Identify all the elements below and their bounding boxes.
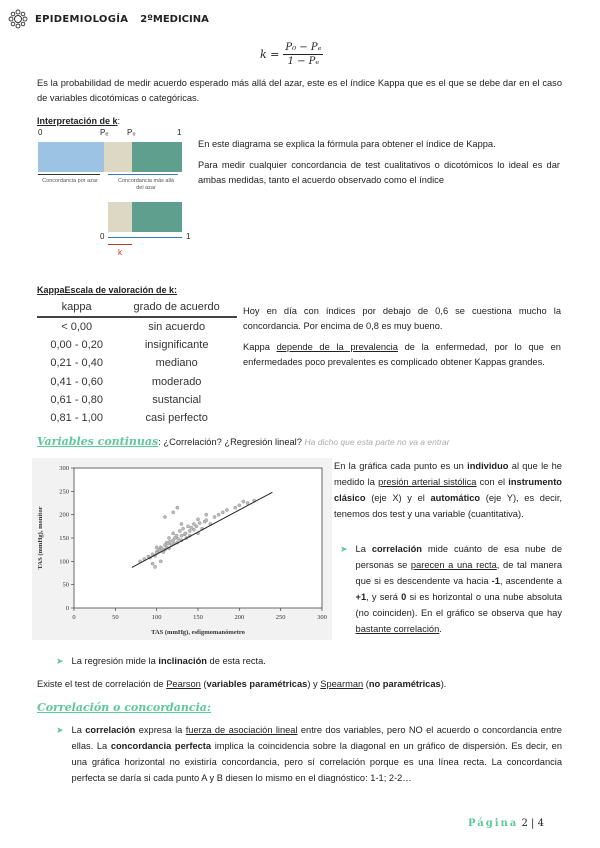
bold-correlacion: correlación <box>371 544 422 554</box>
data-point <box>160 547 163 550</box>
header-subtitle: 2ºMEDICINA <box>140 13 209 25</box>
data-point <box>195 525 198 528</box>
data-point <box>221 511 224 514</box>
arrow-bullet-icon: ➤ <box>56 656 64 666</box>
interpretation-heading <box>37 116 120 126</box>
chart-explanation-2 <box>340 541 562 637</box>
y-tick-label: 50 <box>62 581 69 589</box>
data-point <box>238 504 241 507</box>
arrow-bullet-icon: ➤ <box>340 544 348 554</box>
spearman: Spearman <box>320 679 364 689</box>
kappa-table-header <box>37 301 237 317</box>
data-point <box>182 527 185 530</box>
data-point <box>175 534 178 537</box>
table-row <box>37 317 237 336</box>
bold-concordancia-perfecta: concordancia perfecta <box>110 741 212 751</box>
continuous-aside: Ha dicho que esta parte no va a entrar <box>304 437 450 447</box>
formula-lhs: k = <box>260 48 280 61</box>
bar-beyond <box>132 142 182 172</box>
intro-paragraph: Es la probabilidad de medir acuerdo esperado más allá del azar, este es el índice Kappa que es el que se debe dar en el caso de variables dicotómicas o categóricas. <box>37 78 562 103</box>
text-fragment: En la gráfica cada punto es un <box>334 461 468 471</box>
underlined-pas: presión arterial sistólica <box>378 477 477 487</box>
scatter-plot-svg <box>32 458 332 640</box>
arrow-bullet-icon: ➤ <box>56 725 64 735</box>
interpretation-heading-colon: : <box>117 116 121 126</box>
footer-label: Página <box>468 818 519 829</box>
data-point <box>213 515 216 518</box>
data-point <box>225 508 228 511</box>
text-fragment: . <box>443 679 447 689</box>
footer-sep: | <box>531 818 535 829</box>
kappa-formula <box>260 42 323 67</box>
data-point <box>159 560 162 563</box>
underlined-bastante: bastante correlación <box>355 624 440 634</box>
data-point <box>205 519 208 522</box>
data-point <box>167 536 170 539</box>
text-fragment: expresa la <box>135 725 186 735</box>
text-fragment: de la enfermedad, por lo que en enfermedades poco prevalentes es complicado obtener Kappas grandes. <box>243 342 561 367</box>
y-tick-label: 300 <box>59 465 69 472</box>
text-fragment: , ascendente a <box>499 576 562 586</box>
bold-no-parametricas: no paramétricas <box>368 679 441 689</box>
data-point <box>188 529 191 532</box>
footer-page: 2 <box>521 818 528 829</box>
x-tick-label: 250 <box>275 614 286 621</box>
bold-inclinacion: inclinación <box>158 656 207 666</box>
text-fragment: . <box>439 624 442 634</box>
kappa-table-container <box>37 301 237 427</box>
data-point <box>205 513 208 516</box>
diagram-label-concord-mas: Concordancia más allá del azar <box>118 178 174 191</box>
regression-text <box>72 656 266 667</box>
bold-instrumento: instrumento clásico <box>334 477 562 503</box>
pearson: Pearson <box>166 679 201 689</box>
diagram-label-0: 0 <box>38 128 43 137</box>
text-fragment: implica la coincidencia sobre la diagonal en un gráfico de dispersión. Es decir, en una gráfica horizontal no existiría concordancia, pero sí correlación porque es una línea recta. La concordancia perfecta se daría si cada punto A y B diesen lo mismo en el diagnóstico: 1-1; 2-2… <box>71 741 563 783</box>
arrow-chance <box>38 174 100 175</box>
data-point <box>180 522 183 525</box>
continuous-heading <box>37 435 450 448</box>
data-point <box>196 518 199 521</box>
kappa-range: 0,21 - 0,40 <box>50 357 103 370</box>
kappa-scale-heading: KappaEscala de valoración de k: <box>37 285 178 295</box>
text-fragment: entre dos variables, pero NO el acuerdo o concordancia entre ellas. La <box>71 725 562 751</box>
text-fragment: al que le he medido la <box>334 461 562 487</box>
x-tick-label: 300 <box>317 614 327 621</box>
interpretation-text-1: En este diagrama se explica la fórmula para obtener el índice de Kappa. <box>198 139 496 149</box>
arrow-beyond <box>108 174 178 175</box>
bar-chance <box>38 142 104 172</box>
corr-concord-heading: Correlación o concordancia: <box>37 701 211 714</box>
text-fragment: Kappa <box>243 342 277 352</box>
kappa-grade: moderado <box>151 375 202 388</box>
table-row <box>37 409 237 427</box>
data-point <box>192 522 195 525</box>
kappa-range: 0,41 - 0,60 <box>50 375 103 388</box>
data-point <box>246 501 249 504</box>
kappa-scale-text-1: Hoy en día con índices por debajo de 0,6 se cuestiona mucho la concordancia. Por encima de 0,8 es muy bueno. <box>243 306 561 331</box>
diagram-label-k: k <box>118 248 122 257</box>
interpretation-text-2: Para medir cualquier concordancia de test cualitativos o dicotómicos lo ideal es dar ambas medidas, tanto el acuerdo observado como el índice <box>198 160 560 185</box>
grade-col-header: grado de acuerdo <box>116 301 237 317</box>
y-tick-label: 100 <box>59 558 69 566</box>
interpretation-heading-text: Interpretación de k <box>37 116 118 126</box>
data-point <box>178 529 181 532</box>
text-fragment: de esta recta. <box>206 656 266 666</box>
text-fragment: Existe el test de correlación de <box>37 679 167 689</box>
text-fragment: , de tal manera que si es descendente va hacia <box>355 560 562 586</box>
bold-parametricas: variables paramétricas <box>206 679 308 689</box>
kappa-grade: insignificante <box>144 339 209 352</box>
flower-logo-icon <box>7 8 29 30</box>
data-point <box>198 521 201 524</box>
arrow-k-total <box>108 237 182 238</box>
data-point <box>186 525 189 528</box>
continuous-question: : ¿Correlación? ¿Regresión lineal? <box>158 437 305 447</box>
bold-correlacion: correlación <box>85 725 136 735</box>
data-point <box>172 532 175 535</box>
bar-k-left <box>108 202 132 232</box>
x-tick-label: 100 <box>151 614 162 621</box>
diagram-label-0b: 0 <box>100 232 105 241</box>
kappa-grade: casi perfecto <box>145 412 208 425</box>
header-title: EPIDEMIOLOGÍA <box>35 13 129 25</box>
data-point <box>172 511 175 514</box>
data-point <box>155 546 158 549</box>
arrow-k <box>108 244 132 245</box>
kappa-range: 0,61 - 0,80 <box>50 393 103 406</box>
diagram-label-concord-azar: Concordancia por azar <box>42 178 98 184</box>
text-fragment: si es horizontal o una nube absoluta (no coinciden). En el gráfico se observa que hay <box>355 592 562 618</box>
chart-x-label: TAS (mmHg), esfigmomanómetro <box>151 629 245 636</box>
text-fragment: mide cuánto de esa nube de personas se <box>355 544 562 570</box>
data-point <box>184 532 187 535</box>
chart-axes <box>59 465 327 621</box>
data-point <box>176 506 179 509</box>
x-tick-label: 150 <box>193 614 203 621</box>
table-row <box>37 373 237 391</box>
prevalence-underlined: depende de la prevalencia <box>276 342 398 352</box>
chart-y-label: TAS (mmHg), monitor <box>37 506 44 570</box>
tests-paragraph: Existe el test de correlación de Pearson (variables paramétricas) y Spearman (no paramétricas). <box>37 679 447 689</box>
regression-item <box>56 656 556 667</box>
bar-observed <box>104 142 132 172</box>
table-row <box>37 391 237 409</box>
data-point <box>151 562 154 565</box>
kappa-col-header: kappa <box>37 301 116 317</box>
y-tick-label: 0 <box>65 605 69 612</box>
kappa-range: < 0,00 <box>61 321 93 334</box>
plot-area <box>74 468 322 608</box>
data-point <box>177 537 180 540</box>
diagram-label-po: P₀ <box>127 128 136 137</box>
kappa-diagram <box>36 128 196 268</box>
bold-individuo: individuo <box>467 461 509 471</box>
page-footer <box>468 818 544 829</box>
underlined-recta: parecen a una recta <box>410 560 497 570</box>
table-row <box>37 354 237 372</box>
diagram-label-1: 1 <box>177 128 182 137</box>
bold-minus-one: -1 <box>491 576 500 586</box>
text-fragment: La <box>355 544 372 554</box>
diagram-label-1b: 1 <box>186 232 191 241</box>
text-fragment: y <box>310 679 321 689</box>
text-fragment: La <box>71 725 86 735</box>
y-tick-label: 250 <box>59 488 69 496</box>
kappa-range: 0,00 - 0,20 <box>50 339 103 352</box>
scatter-chart <box>32 458 332 640</box>
continuous-heading-title: Variables continuas <box>37 435 159 448</box>
formula-denominator: 1 − Pₑ <box>287 56 320 67</box>
diagram-label-pe: Pₑ <box>100 128 109 137</box>
kappa-grade: mediano <box>155 357 198 370</box>
text-fragment: , y será <box>366 592 402 602</box>
corr-concord-text <box>72 722 562 786</box>
bold-automatico: automático <box>430 493 481 503</box>
data-point <box>153 565 156 568</box>
y-tick-label: 200 <box>59 511 69 519</box>
formula-numerator: P₀ − Pₑ <box>285 42 322 53</box>
formula-fraction <box>283 42 323 67</box>
bold-zero: 0 <box>401 592 407 602</box>
underlined-fuerza: fuerza de asociación lineal <box>185 725 298 735</box>
footer-total: 4 <box>537 818 544 829</box>
y-tick-label: 150 <box>59 535 69 542</box>
x-tick-label: 200 <box>234 614 245 621</box>
text-fragment: (eje X) y el <box>365 493 431 503</box>
text-fragment: La regresión mide la <box>71 656 159 666</box>
kappa-range: 0,81 - 1,00 <box>50 412 103 425</box>
correlation-paragraph <box>356 541 562 637</box>
page-header <box>7 8 209 30</box>
chart-explanation-1 <box>334 458 562 522</box>
corr-concord-item <box>56 722 562 786</box>
data-point <box>242 500 245 503</box>
data-point <box>180 534 183 537</box>
bold-plus-one: +1 <box>355 592 367 602</box>
kappa-scale-text-2 <box>243 340 561 370</box>
data-point <box>217 513 220 516</box>
text-fragment: con el <box>476 477 509 487</box>
x-tick-label: 0 <box>72 614 76 621</box>
bar-k-right <box>132 202 182 232</box>
data-point <box>192 528 195 531</box>
data-point <box>163 515 166 518</box>
kappa-grade: sin acuerdo <box>148 321 206 334</box>
kappa-table <box>37 301 237 427</box>
data-point <box>168 540 171 543</box>
x-tick-label: 50 <box>112 614 119 621</box>
table-row <box>37 336 237 354</box>
kappa-grade: sustancial <box>152 393 202 406</box>
data-point <box>234 506 237 509</box>
text-fragment: (eje Y), es decir, tenemos dos test y una variable (cuantitativa). <box>334 493 562 519</box>
